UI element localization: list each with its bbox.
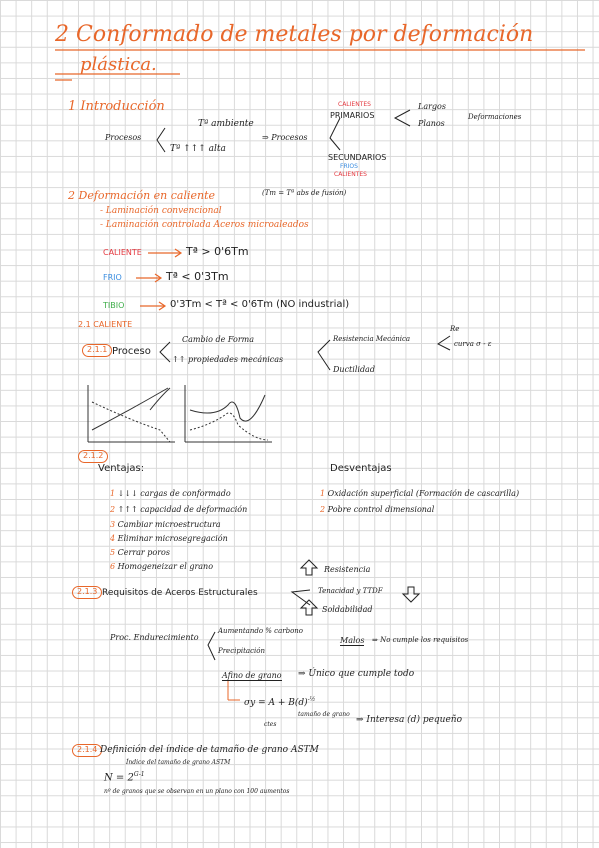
proc-endurecimiento: Proc. Endurecimiento: [110, 633, 199, 642]
astm-heading: Definición del índice de tamaño de grano ASTM: [100, 745, 319, 755]
list-item: 4 Eliminar microsegregación: [110, 534, 228, 543]
frio-rule: Tª < 0'3Tm: [166, 270, 229, 283]
curva-label: curva σ - ε: [454, 340, 492, 348]
calientes-label: CALIENTES: [334, 171, 367, 178]
deformaciones-label: Deformaciones: [468, 113, 522, 121]
page-title: 2 Conformado de metales por deformación: [55, 22, 534, 47]
chart-right: [185, 385, 272, 442]
badge-212: 2.1.2: [78, 450, 108, 463]
chart-left: [88, 385, 175, 442]
badge-214: 2.1.4: [72, 744, 102, 757]
procesos-label: Procesos: [105, 133, 142, 142]
badge-213: 2.1.3: [72, 586, 102, 599]
requisitos-label: Requisitos de Aceros Estructurales: [102, 588, 258, 598]
precipitacion: Precipitación: [218, 647, 265, 655]
unico-cumple: ⇒ Único que cumple todo: [298, 669, 415, 679]
laminacion-convencional: - Laminación convencional: [100, 206, 222, 216]
calientes-small: CALIENTES: [338, 101, 371, 108]
soldabilidad-label: Soldabilidad: [322, 605, 373, 614]
resistencia-label: Resistencia: [324, 565, 371, 574]
secundarios-label: SECUNDARIOS: [328, 153, 387, 162]
list-item: 1 ↓↓↓ cargas de conformado: [110, 489, 231, 498]
sec-21-heading: 2.1 CALIENTE: [78, 320, 133, 329]
largos-label: Largos: [418, 102, 446, 111]
tenacidad-label: Tenacidad y TTDF: [318, 587, 383, 595]
frios-label: FRIOS: [340, 163, 358, 170]
procesos-arrow: ⇒ Procesos: [262, 133, 308, 142]
astm-formula: $N = 2^{G-1}$: [104, 771, 145, 784]
intro-heading: 1 Introducción: [68, 99, 165, 114]
frio-label: FRIO: [103, 273, 122, 282]
page-title-line2: plástica.: [80, 54, 157, 75]
caliente-label: CALIENTE: [103, 248, 142, 257]
re-label: Re: [450, 325, 460, 333]
badge-211: 2.1.1: [82, 344, 112, 357]
hall-petch-formula: $\sigma y = A + B(d)^{-\frac{1}{2}}$: [244, 696, 316, 708]
tibio-label: TIBIO: [103, 301, 125, 310]
ductilidad: Ductilidad: [333, 365, 375, 374]
primarios-label: PRIMARIOS: [330, 111, 375, 120]
propiedades: ↑↑ propiedades mecánicas: [172, 355, 284, 364]
aumentando-carbono: Aumentando % carbono: [218, 627, 304, 635]
list-item: 1 Oxidación superficial (Formación de cascarilla): [320, 489, 520, 498]
proceso-label: Proceso: [112, 346, 151, 357]
astm-nota1: Índice del tamaño de grano ASTM: [126, 759, 231, 766]
resistencia-mecanica: Resistencia Mecánica: [333, 335, 411, 343]
list-item: 2 Pobre control dimensional: [320, 505, 435, 514]
tamano-grano-label: tamaño de grano: [298, 711, 350, 718]
tibio-rule: 0'3Tm < Tª < 0'6Tm (NO industrial): [170, 299, 350, 310]
afino-grano: Afino de grano: [222, 671, 282, 680]
t-alta: Tª ↑↑↑ alta: [170, 144, 226, 154]
ctes-label: ctes: [264, 721, 277, 728]
t-ambiente: Tª ambiente: [198, 119, 254, 129]
def-caliente-heading: 2 Deformación en caliente: [68, 189, 216, 202]
cambio-forma: Cambio de Forma: [182, 335, 255, 344]
list-item: 3 Cambiar microestructura: [110, 520, 221, 529]
desventajas-heading: Desventajas: [330, 463, 392, 474]
caliente-rule: Tª > 0'6Tm: [186, 245, 249, 258]
list-item: 6 Homogeneizar el grano: [110, 562, 214, 571]
malos-label: Malos: [340, 636, 365, 645]
list-item: 2 ↑↑↑ capacidad de deformación: [110, 505, 248, 514]
planos-label: Planos: [418, 119, 445, 128]
laminacion-controlada: - Laminación controlada Aceros microaleados: [100, 220, 309, 230]
tm-note: (Tm = Tª abs de fusión): [262, 189, 347, 197]
ventajas-heading: Ventajas:: [98, 463, 145, 474]
no-cumple: ⇒ No cumple los requisitos: [372, 636, 469, 644]
astm-nota2: nº de granos que se observan en un plano con 100 aumentos: [104, 788, 290, 795]
interesa-label: ⇒ Interesa (d) pequeño: [356, 715, 463, 725]
list-item: 5 Cerrar poros: [110, 548, 170, 557]
